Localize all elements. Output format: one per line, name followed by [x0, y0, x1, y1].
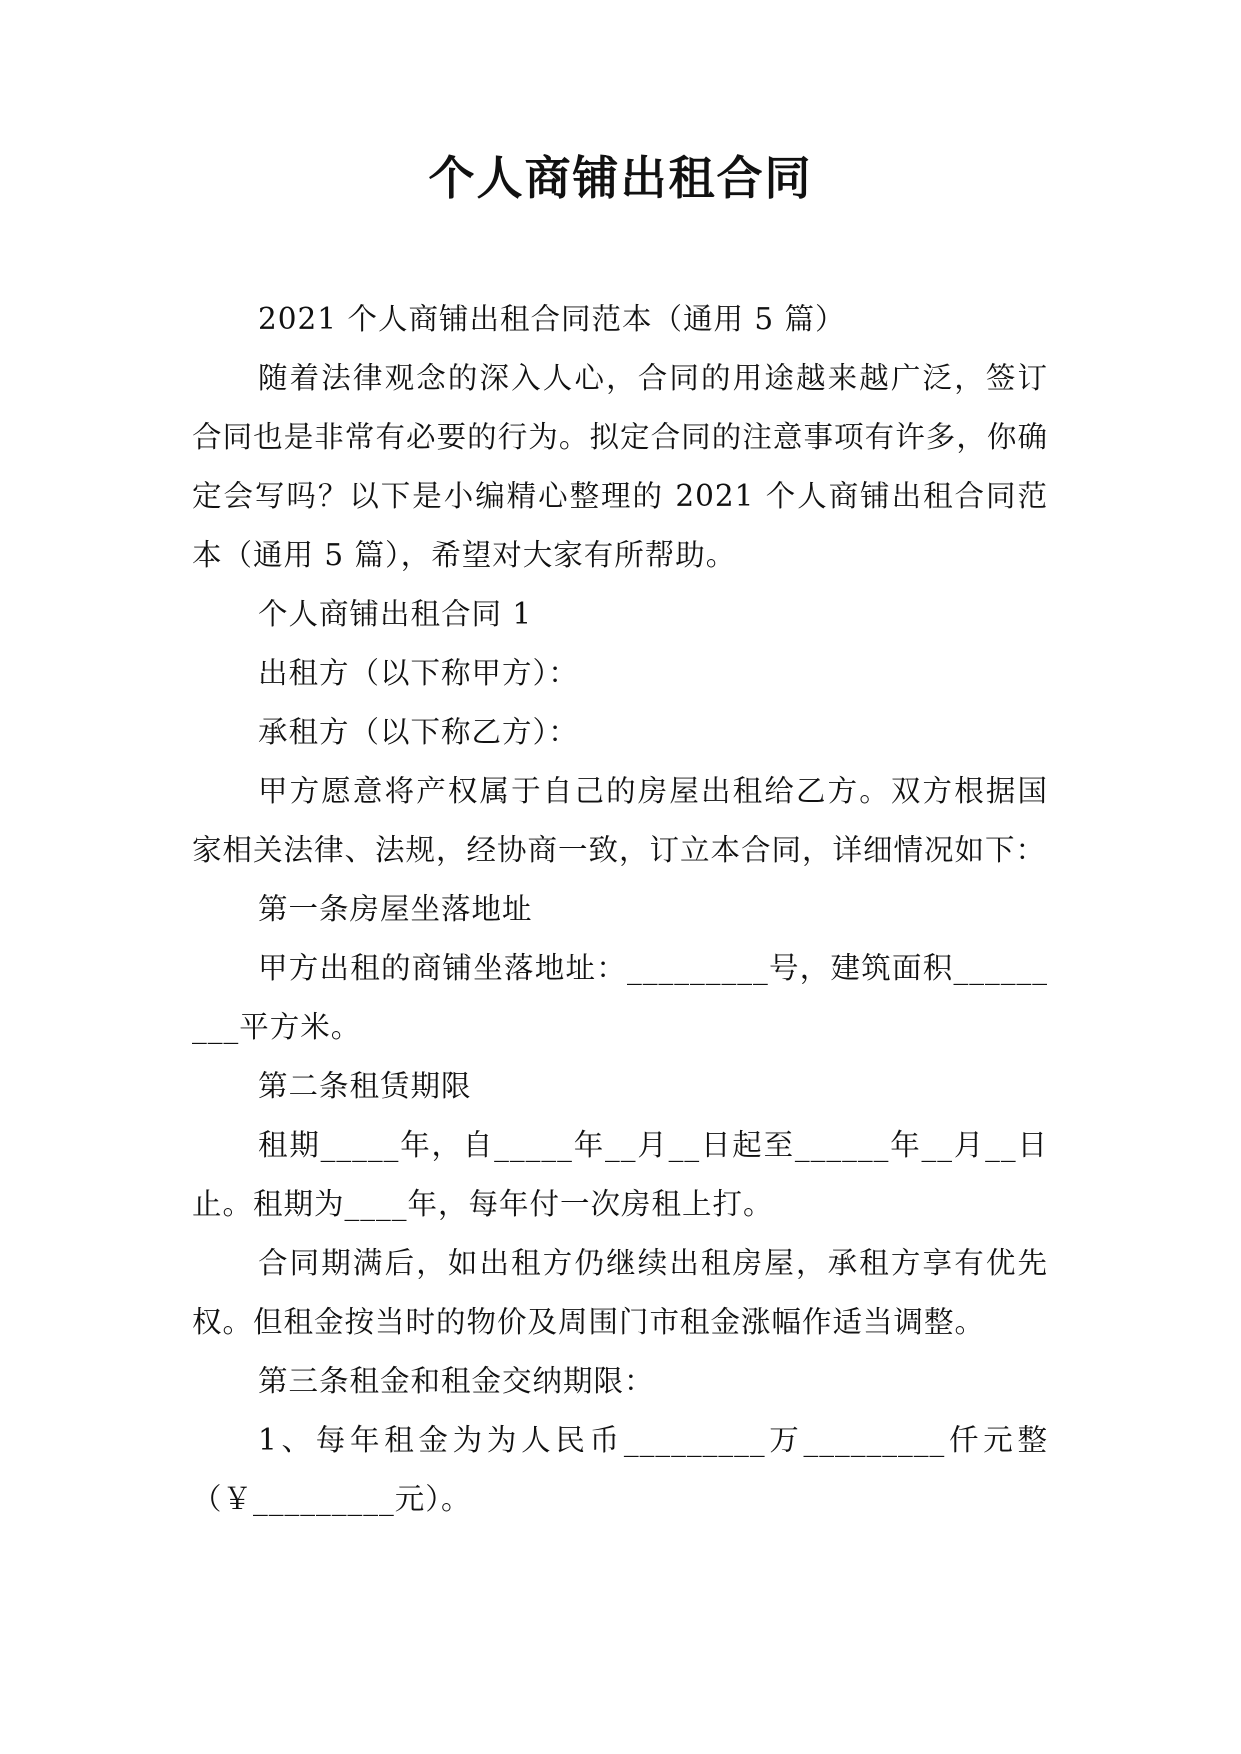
paragraph-article-2-heading: 第二条租赁期限 [258, 1069, 472, 1103]
document-title: 个人商铺出租合同 [428, 151, 813, 205]
paragraph-article-2-term: 租期_____年，自_____年__月__日起至______年__月__日止。租期为____年，每年付一次房租上打。 [192, 1128, 1048, 1221]
paragraph-article-3-heading: 第三条租金和租金交纳期限： [258, 1364, 655, 1398]
paragraph-contract-heading: 个人商铺出租合同 1 [258, 597, 533, 631]
paragraph-agreement: 甲方愿意将产权属于自己的房屋出租给乙方。双方根据国家相关法律、法规，经协商一致，订立本合同，详细情况如下： [192, 774, 1048, 867]
paragraph-lessor: 出租方（以下称甲方）： [258, 656, 579, 690]
paragraph-article-2-renewal: 合同期满后，如出租方仍继续出租房屋，承租方享有优先权。但租金按当时的物价及周围门市租金涨幅作适当调整。 [192, 1246, 1048, 1339]
paragraph-article-3-rent: 1、每年租金为为人民币_________万_________仟元整（￥_________元）。 [192, 1423, 1048, 1516]
paragraph-lessee: 承租方（以下称乙方）： [258, 715, 579, 749]
paragraph-article-1-heading: 第一条房屋坐落地址 [258, 892, 533, 926]
paragraph-article-1-body: 甲方出租的商铺坐落地址：_________号，建筑面积_________平方米。 [192, 951, 1048, 1044]
paragraph-intro: 随着法律观念的深入人心，合同的用途越来越广泛，签订合同也是非常有必要的行为。拟定合同的注意事项有许多，你确定会写吗？以下是小编精心整理的 2021 个人商铺出租合同范本（通用 5 篇），希望对大家有所帮助。 [192, 361, 1048, 572]
paragraph-subtitle: 2021 个人商铺出租合同范本（通用 5 篇） [258, 302, 846, 336]
document-body [192, 290, 1048, 1529]
